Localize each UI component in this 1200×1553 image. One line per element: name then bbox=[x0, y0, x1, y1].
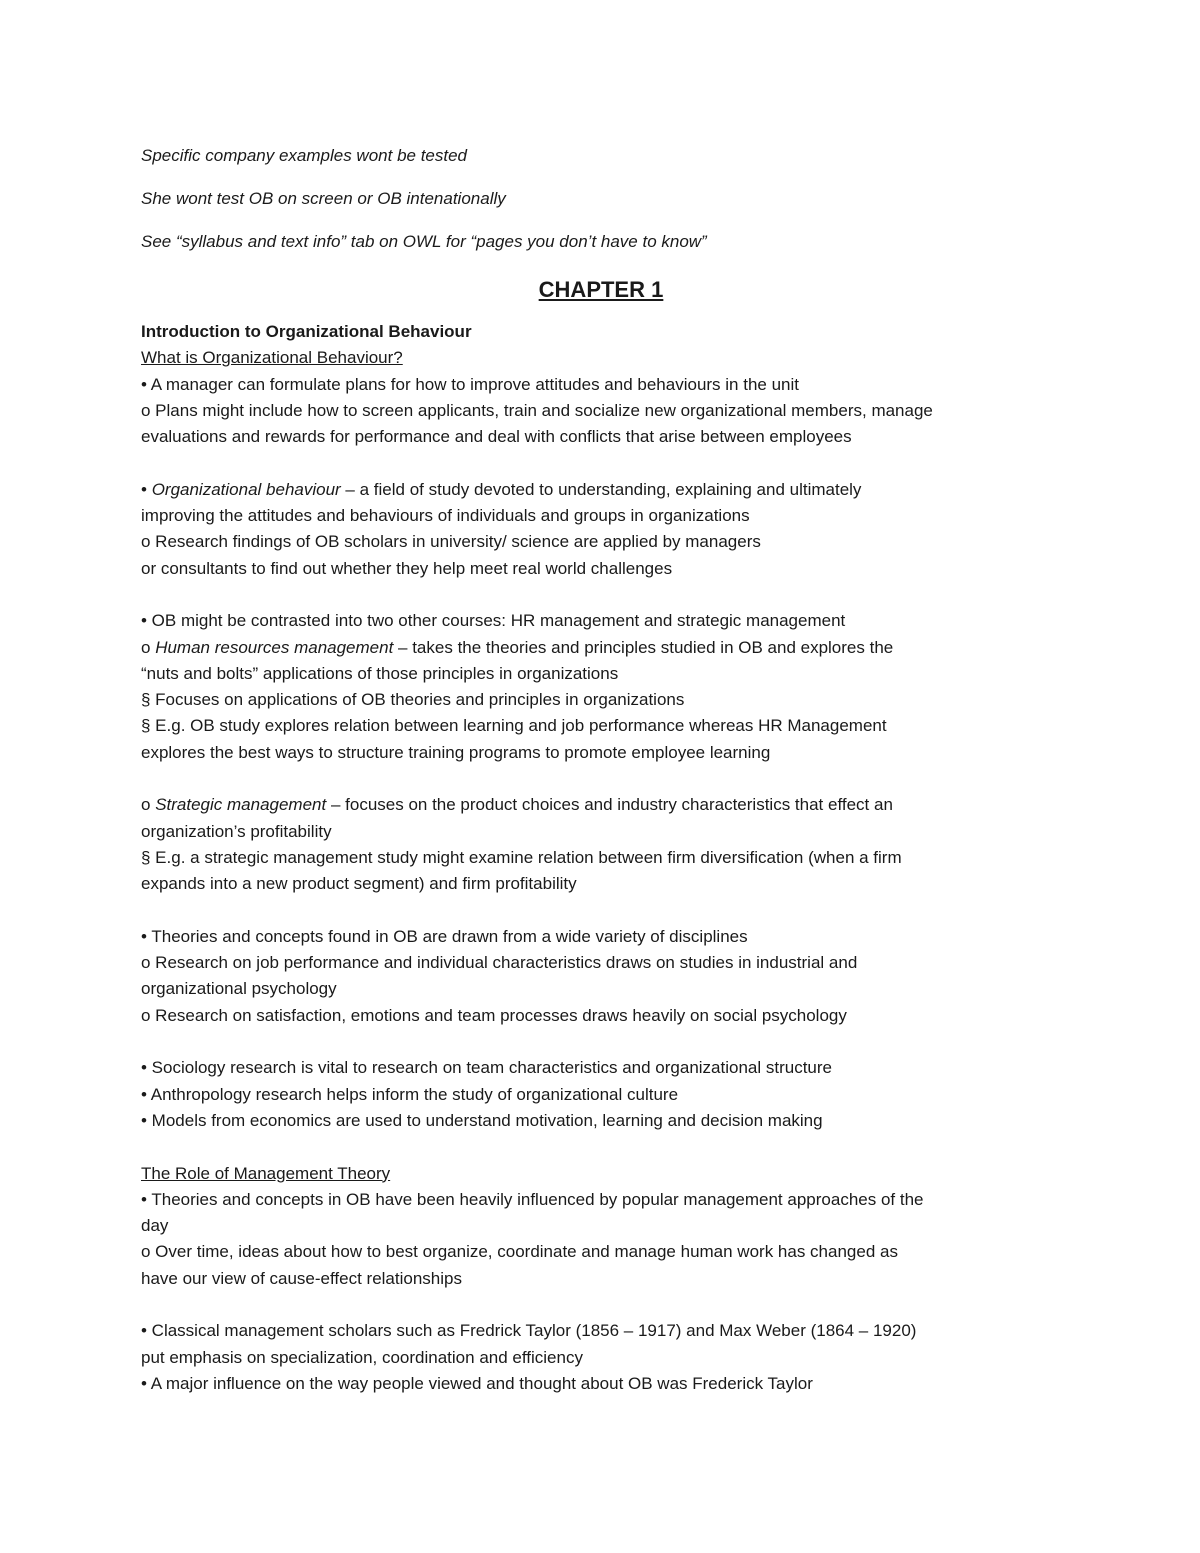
text-line: put emphasis on specialization, coordination and efficiency bbox=[141, 1347, 583, 1367]
text-line: • A major influence on the way people viewed and thought about OB was Frederick Taylor bbox=[141, 1373, 813, 1393]
term: Organizational behaviour bbox=[151, 479, 341, 499]
text-line: o Plans might include how to screen applicants, train and socialize new organizational members, manage bbox=[141, 400, 933, 420]
text-line bbox=[141, 635, 1061, 661]
paragraph-gap bbox=[141, 582, 1061, 608]
note-line: See “syllabus and text info” tab on OWL for “pages you don’t have to know” bbox=[141, 232, 707, 251]
text-line: evaluations and rewards for performance and deal with conflicts that arise between employees bbox=[141, 427, 852, 447]
note-line: Specific company examples wont be tested bbox=[141, 146, 468, 165]
text-line: o Research on satisfaction, emotions and team processes draws heavily on social psychology bbox=[141, 1005, 847, 1025]
text-line: organization’s profitability bbox=[141, 821, 332, 841]
note-line: She wont test OB on screen or OB intenationally bbox=[141, 189, 506, 208]
text-line: o Research on job performance and individual characteristics draws on studies in industrial and bbox=[141, 953, 858, 973]
text-line: or consultants to find out whether they help meet real world challenges bbox=[141, 558, 673, 578]
text-line: o Over time, ideas about how to best organize, coordinate and manage human work has changed as bbox=[141, 1242, 898, 1262]
text-line: • Models from economics are used to understand motivation, learning and decision making bbox=[141, 1110, 823, 1130]
bullet: o bbox=[141, 637, 156, 657]
text-line: improving the attitudes and behaviours of individuals and groups in organizations bbox=[141, 506, 750, 526]
text-line: • Theories and concepts in OB have been heavily influenced by popular management approaches of the bbox=[141, 1189, 924, 1209]
text-line: § E.g. a strategic management study might examine relation between firm diversification (when a firm bbox=[141, 847, 902, 867]
bullet: • bbox=[141, 479, 152, 499]
text-line: § Focuses on applications of OB theories and principles in organizations bbox=[141, 690, 685, 710]
text-line: organizational psychology bbox=[141, 979, 337, 999]
paragraph-gap bbox=[141, 1029, 1061, 1055]
paragraph-gap bbox=[141, 450, 1061, 476]
text-line: explores the best ways to structure training programs to promote employee learning bbox=[141, 742, 771, 762]
paragraph-gap bbox=[141, 898, 1061, 924]
paragraph-gap bbox=[141, 1292, 1061, 1318]
document-page bbox=[141, 143, 1061, 1397]
text-line: • Classical management scholars such as Fredrick Taylor (1856 – 1917) and Max Weber (1864 – 1920) bbox=[141, 1321, 917, 1341]
text-line bbox=[141, 792, 1061, 818]
text-line: • Sociology research is vital to research on team characteristics and organizational structure bbox=[141, 1058, 832, 1078]
paragraph-gap bbox=[141, 766, 1061, 792]
text-line bbox=[141, 477, 1061, 503]
subsection-heading: What is Organizational Behaviour? bbox=[141, 348, 403, 368]
term: Strategic management bbox=[155, 795, 327, 815]
term: Human resources management bbox=[155, 637, 394, 657]
text-line: • Theories and concepts found in OB are drawn from a wide variety of disciplines bbox=[141, 926, 748, 946]
bullet: o bbox=[141, 795, 156, 815]
subsection-heading: The Role of Management Theory bbox=[141, 1163, 391, 1183]
text-line: have our view of cause-effect relationships bbox=[141, 1268, 462, 1288]
section-title: Introduction to Organizational Behaviour bbox=[141, 322, 472, 341]
text-line: “nuts and bolts” applications of those principles in organizations bbox=[141, 663, 619, 683]
definition: – a field of study devoted to understanding, explaining and ultimately bbox=[340, 479, 862, 499]
text-line: expands into a new product segment) and firm profitability bbox=[141, 874, 577, 894]
paragraph-gap bbox=[141, 1134, 1061, 1160]
text-line: day bbox=[141, 1216, 169, 1236]
text-line: • Anthropology research helps inform the study of organizational culture bbox=[141, 1084, 679, 1104]
definition: – focuses on the product choices and industry characteristics that effect an bbox=[326, 795, 893, 815]
text-line: § E.g. OB study explores relation between learning and job performance whereas HR Management bbox=[141, 716, 887, 736]
text-line: • A manager can formulate plans for how to improve attitudes and behaviours in the unit bbox=[141, 374, 800, 394]
text-line: o Research findings of OB scholars in university/ science are applied by managers bbox=[141, 532, 761, 552]
text-line: • OB might be contrasted into two other courses: HR management and strategic management bbox=[141, 611, 846, 631]
definition: – takes the theories and principles studied in OB and explores the bbox=[393, 637, 894, 657]
chapter-title: CHAPTER 1 bbox=[538, 277, 664, 302]
